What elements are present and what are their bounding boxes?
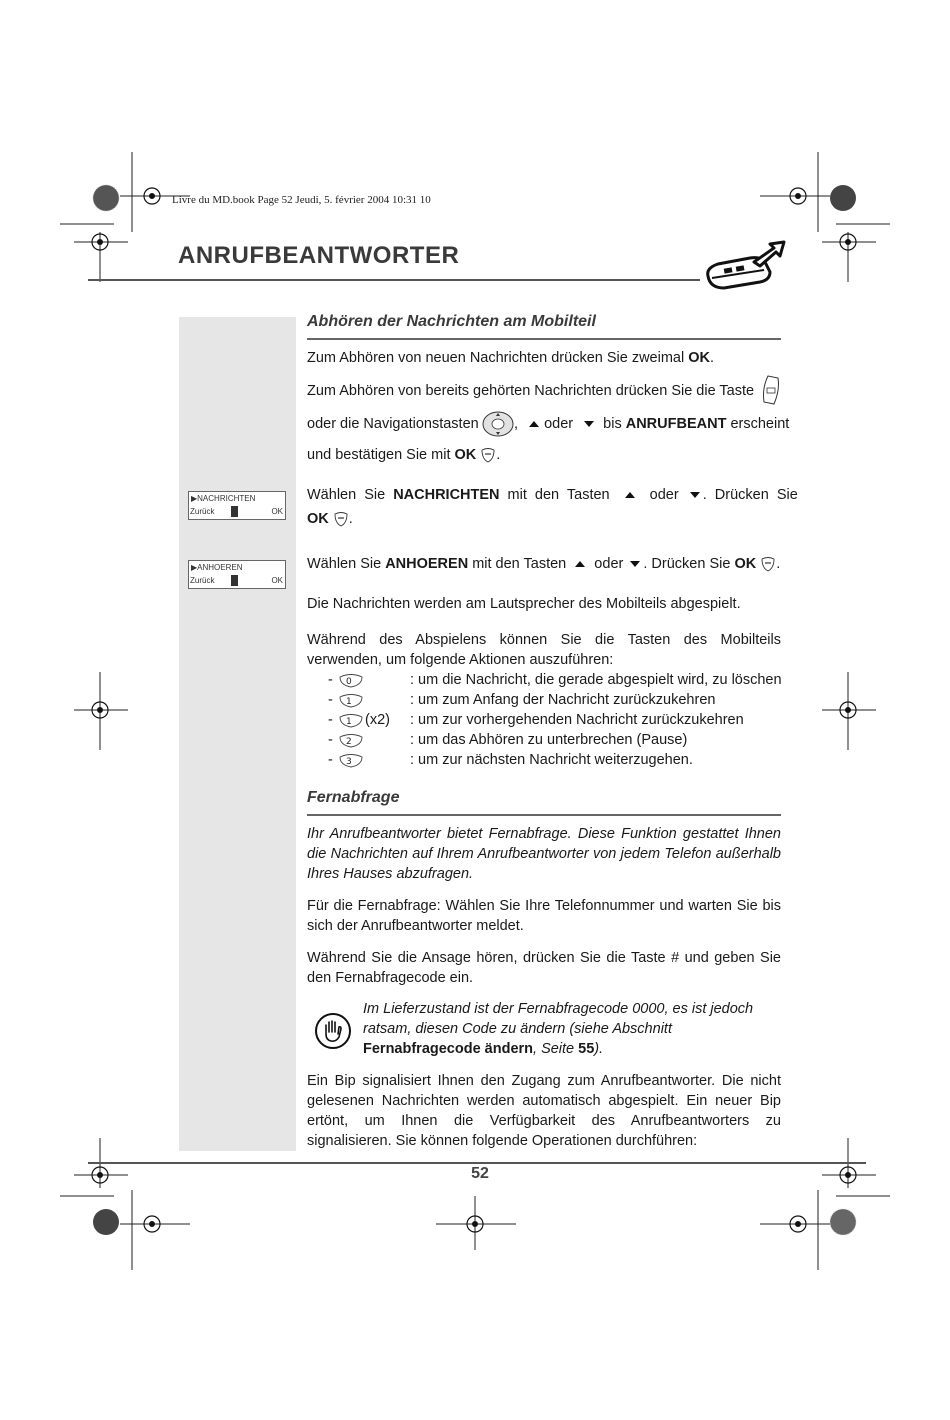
screen-line: ▶NACHRICHTEN bbox=[191, 494, 256, 503]
bullet: - bbox=[328, 732, 333, 748]
action-text: : um zur nächsten Nachricht weiterzugehen. bbox=[410, 752, 693, 768]
text: oder bbox=[641, 487, 687, 503]
ok-label: OK bbox=[454, 447, 477, 463]
screen-right-softkey: OK bbox=[271, 576, 283, 585]
paragraph-bip: Ein Bip signalisiert Ihnen den Zugang zum Anrufbeantworter. Die nicht gelesenen Nachrichten werden automatisch abgespielt. Ein neuer Bip ertönt, um Ihnen die Verfügbarkeit des Anrufbeantworters zu signalisieren. Sie können folgende Operationen durchführen: bbox=[307, 1073, 781, 1149]
text: Zum Abhören von bereits gehörten Nachrichten drücken Sie die Taste bbox=[307, 383, 755, 399]
action-text: : um die Nachricht, die gerade abgespielt wird, zu löschen bbox=[410, 672, 782, 688]
ok-softkey-icon bbox=[480, 447, 496, 463]
paragraph-fernabfrage-code: Während Sie die Ansage hören, drücken Sie die Taste # und geben Sie den Fernabfragecode ein. bbox=[307, 950, 781, 986]
key-1-icon bbox=[338, 693, 364, 708]
svg-text:0: 0 bbox=[346, 677, 352, 687]
anrufbeant-label: ANRUFBEANT bbox=[625, 416, 727, 432]
paragraph-playback-keys: Während des Abspielens können Sie die Tasten des Mobilteils verwenden, um folgende Aktionen auszuführen: bbox=[307, 632, 781, 668]
handset-screen-nachrichten bbox=[188, 491, 286, 520]
key-0-icon bbox=[338, 673, 364, 688]
page-title-text: ANRUFBEANTWORTER bbox=[178, 242, 460, 269]
text: . bbox=[709, 350, 715, 366]
section-title-fernabfrage: Fernabfrage bbox=[307, 789, 400, 806]
bullet: - bbox=[328, 752, 333, 768]
hand-note-icon bbox=[314, 1012, 352, 1050]
screen-menu-item: ANHOEREN bbox=[197, 563, 243, 572]
text: mit den Tasten bbox=[468, 556, 571, 572]
svg-text:1: 1 bbox=[346, 717, 352, 727]
text: . bbox=[496, 447, 501, 463]
scroll-indicator-icon bbox=[231, 575, 238, 586]
messages-key-icon bbox=[760, 374, 782, 406]
arrow-up-icon bbox=[624, 491, 636, 499]
text: oder die Navigationstasten bbox=[307, 416, 479, 432]
svg-text:1: 1 bbox=[346, 697, 352, 707]
ok-label: OK bbox=[734, 556, 757, 572]
text: bis bbox=[603, 416, 622, 432]
print-header: Livre du MD.book Page 52 Jeudi, 5. février 2004 10:31 10 bbox=[172, 194, 431, 206]
text: . Drücken Sie bbox=[643, 556, 735, 572]
link-reference: Fernabfragecode ändern bbox=[363, 1041, 534, 1057]
page-title bbox=[178, 242, 459, 270]
text: ). bbox=[594, 1041, 604, 1057]
anhoeren-label: ANHOEREN bbox=[385, 556, 469, 572]
text: , Seite bbox=[533, 1041, 579, 1057]
paragraph-fernabfrage-dial: Für die Fernabfrage: Wählen Sie Ihre Telefonnummer und warten Sie bis sich der Anrufbeantworter meldet. bbox=[307, 898, 781, 934]
repeat-label: (x2) bbox=[365, 712, 390, 728]
paragraph-new-messages bbox=[307, 348, 781, 368]
text: erscheint bbox=[730, 416, 790, 432]
arrow-down-icon bbox=[583, 420, 595, 428]
text: , bbox=[514, 416, 519, 432]
key-2-icon bbox=[338, 733, 364, 748]
nav-continuation bbox=[514, 414, 789, 434]
paragraph-select-anhoeren bbox=[307, 554, 787, 574]
action-text: : um das Abhören zu unterbrechen (Pause) bbox=[410, 732, 688, 748]
text: Zum Abhören von neuen Nachrichten drücken Sie zweimal bbox=[307, 350, 689, 366]
navigation-keys-icon bbox=[482, 410, 514, 438]
section-rule bbox=[307, 814, 781, 816]
text: Im Lieferzustand ist der Fernabfragecode 0000, es ist jedoch ratsam, diesen Code zu ändern (siehe Abschnitt bbox=[363, 1001, 754, 1037]
text: . bbox=[776, 556, 781, 572]
action-text: : um zum Anfang der Nachricht zurückzukehren bbox=[410, 692, 716, 708]
text: und bestätigen Sie mit bbox=[307, 447, 455, 463]
key-1-icon bbox=[338, 713, 364, 728]
paragraph-loudspeaker: Die Nachrichten werden am Lautsprecher des Mobilteils abgespielt. bbox=[307, 596, 741, 612]
text: . bbox=[348, 511, 353, 527]
footer-rule bbox=[88, 1162, 866, 1164]
paragraph-confirm bbox=[307, 445, 500, 465]
text: Wählen Sie bbox=[307, 556, 386, 572]
bullet: - bbox=[328, 692, 333, 708]
nachrichten-label: NACHRICHTEN bbox=[393, 487, 500, 503]
paragraph-select-nachrichten bbox=[307, 485, 798, 529]
answering-machine-icon bbox=[704, 240, 786, 292]
section-title-abhoeren: Abhören der Nachrichten am Mobilteil bbox=[307, 313, 596, 330]
key-3-icon bbox=[338, 753, 364, 768]
bullet: - bbox=[328, 672, 333, 688]
ok-label: OK bbox=[307, 511, 329, 527]
text: oder bbox=[590, 556, 628, 572]
ok-softkey-icon bbox=[333, 511, 349, 527]
svg-text:3: 3 bbox=[346, 757, 352, 767]
title-rule bbox=[88, 279, 700, 281]
note-default-code bbox=[363, 999, 763, 1059]
screen-right-softkey: OK bbox=[271, 507, 283, 516]
text: mit den Tasten bbox=[499, 487, 618, 503]
screen-left-softkey: Zurück bbox=[190, 576, 215, 585]
page-reference: 55 bbox=[578, 1041, 595, 1057]
page-number: 52 bbox=[471, 1165, 489, 1182]
paragraph-old-messages bbox=[307, 381, 781, 401]
arrow-down-icon bbox=[629, 560, 641, 568]
screen-menu-item: NACHRICHTEN bbox=[197, 494, 256, 503]
text: Wählen Sie bbox=[307, 487, 394, 503]
paragraph-fernabfrage-intro: Ihr Anrufbeantworter bietet Fernabfrage. Diese Funktion gestattet Ihnen die Nachrichten auf Ihrem Anrufbeantworter von jedem Telefon außerhalb Ihres Hauses abzufragen. bbox=[307, 826, 781, 882]
ok-label: OK bbox=[688, 350, 710, 366]
arrow-down-icon bbox=[689, 491, 701, 499]
screen-left-softkey: Zurück bbox=[190, 507, 215, 516]
text: oder bbox=[544, 416, 574, 432]
action-text: : um zur vorhergehenden Nachricht zurückzukehren bbox=[410, 712, 744, 728]
bullet: - bbox=[328, 712, 333, 728]
ok-softkey-icon bbox=[760, 556, 776, 572]
handset-screen-anhoeren bbox=[188, 560, 286, 589]
scroll-indicator-icon bbox=[231, 506, 238, 517]
arrow-up-icon bbox=[528, 420, 540, 428]
margin-column bbox=[179, 317, 296, 1151]
arrow-up-icon bbox=[574, 560, 586, 568]
svg-text:2: 2 bbox=[346, 737, 352, 747]
screen-line: ▶ANHOEREN bbox=[191, 563, 243, 572]
section-rule bbox=[307, 338, 781, 340]
text: . Drücken Sie bbox=[702, 487, 798, 503]
